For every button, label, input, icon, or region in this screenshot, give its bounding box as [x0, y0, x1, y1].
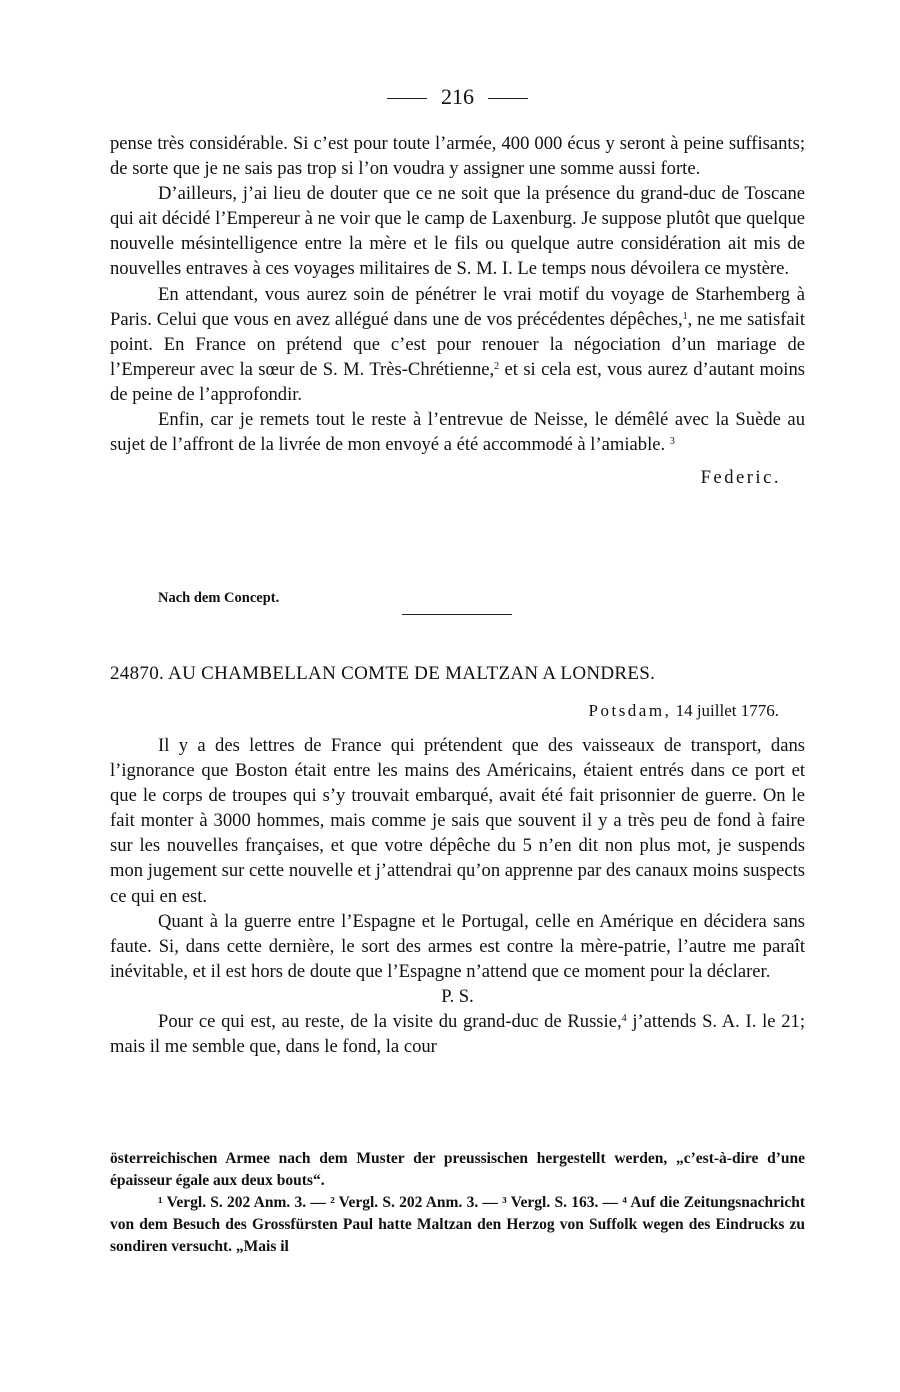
- postscript-part-2: j’attends S. A. I. le 21; mais il me semble que, dans le fond, la cour: [110, 1011, 805, 1058]
- paragraph-3-part-3: et si cela est, vous aurez d’autant moins de peine de l’approfondir.: [110, 358, 805, 405]
- letter-date: 14 juillet 1776.: [675, 701, 779, 720]
- footnote-ref-4: 4: [621, 1013, 627, 1025]
- paragraph-3: [110, 282, 805, 407]
- signoff-row: [110, 457, 805, 489]
- letter-body: [110, 733, 805, 1059]
- previous-letter-body: [110, 131, 805, 489]
- paragraph-4: [110, 407, 805, 457]
- section-separator: [402, 614, 512, 615]
- letter-heading: 24870. AU CHAMBELLAN COMTE DE MALTZAN A LONDRES.: [110, 663, 656, 684]
- footnote-continuation: österreichischen Armee nach dem Muster der preussischen hergestellt werden, „c’est-à-dire d’une épaisseur égale aux deux bouts“.: [110, 1150, 805, 1189]
- page-header: [110, 84, 805, 110]
- postscript-part-1: Pour ce qui est, au reste, de la visite du grand-duc de Russie,: [158, 1011, 622, 1033]
- footnote-references: ¹ Vergl. S. 202 Anm. 3. — ² Vergl. S. 202 Anm. 3. — ³ Vergl. S. 163. — ⁴ Auf die Zeitungsnachricht von dem Besuch des Grossfürsten Paul hatte Maltzan den Herzog von Suffolk wegen des Eindrucks zu sondiren versucht. „Mais il: [110, 1194, 805, 1255]
- paragraph-4-text: Enfin, car je remets tout le reste à l’entrevue de Neisse, le démêlé avec la Suède au sujet de l’affront de la livrée de mon envoyé a été accommodé à l’amiable.: [110, 409, 805, 456]
- letter-paragraph-1: Il y a des lettres de France qui prétendent que des vaisseaux de transport, dans l’ignorance que Boston était entre les mains des Américains, étaient entrés dans ce port et que le corps de troupes qui s’y trouvait embarqué, avait été fait prisonnier de guerre. On le fait monter à 3000 hommes, mais comme je sais que souvent il y a très peu de fond à faire sur les nouvelles françaises, et que votre dépêche du 5 n’en dit non plus mot, je suspends mon jugement sur cette nouvelle et j’attendrai qu’on apprenne par des canaux moins suspects ce qui en est.: [110, 735, 805, 907]
- paragraph-3-part-1: En attendant, vous aurez soin de pénétrer le vrai motif du voyage de Starhemberg à Paris. Celui que vous en avez allégué dans une de vos précédentes dépêches,: [110, 283, 805, 330]
- letter-paragraph-2: Quant à la guerre entre l’Espagne et le Portugal, celle en Amérique en décidera sans faute. Si, dans cette dernière, le sort des armes est contre la mère-patrie, l’autre me paraît inévitable, et il est hors de doute que l’Espagne n’attend que ce moment pour la déclarer.: [110, 910, 805, 982]
- paragraph-1: pense très considérable. Si c’est pour toute l’armée, 400 000 écus y seront à peine suffisants; de sorte que je ne sais pas trop si l’on voudra y assigner une somme aussi forte.: [110, 133, 805, 180]
- footnote-ref-1: 1: [682, 310, 688, 322]
- paragraph-3-part-2: , ne me satisfait point. En France on prétend que c’est pour renouer la négociation d’un mariage de l’Empereur avec la sœur de S. M. Très-Chrétienne,: [110, 308, 805, 380]
- header-rule-left: [387, 98, 427, 99]
- postscript-label: P. S.: [441, 985, 474, 1007]
- footnotes: [110, 1148, 805, 1258]
- signature: Federic.: [700, 467, 781, 489]
- page-number: 216: [441, 84, 474, 109]
- header-rule-right: [488, 98, 528, 99]
- place-date: [589, 701, 779, 721]
- letter-place: Potsdam,: [588, 701, 672, 720]
- postscript-text: [110, 1009, 805, 1059]
- source-note: Nach dem Concept.: [158, 590, 280, 606]
- footnote-ref-3: 3: [669, 436, 675, 448]
- footnote-ref-2: 2: [494, 360, 500, 372]
- paragraph-2: D’ailleurs, j’ai lieu de douter que ce ne soit que la présence du grand-duc de Toscane qui ait décidé l’Empereur à ne voir que le camp de Laxenburg. Je suppose plutôt que quelque nouvelle mésintelligence entre la mère et le fils ou quelque autre considération ait mis de nouvelles entraves à ces voyages militaires de S. M. I. Le temps nous dévoilera ce mystère.: [110, 183, 805, 280]
